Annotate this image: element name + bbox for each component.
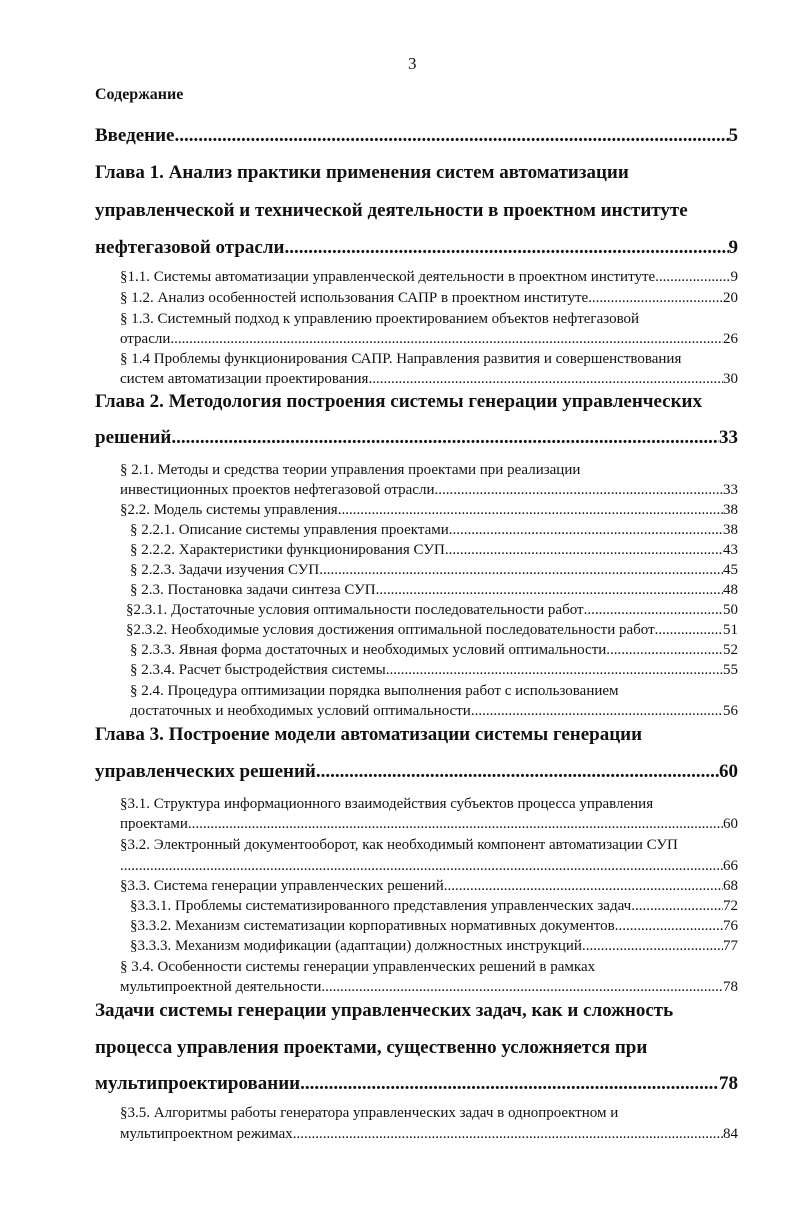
toc-chapter-3-line-2[interactable]: управленческих решений ..... 60 bbox=[95, 761, 738, 783]
toc-chapter-2-line-2[interactable]: решений ..... 33 bbox=[95, 427, 738, 449]
toc-section-2-4-line-1[interactable]: § 2.4. Процедура оптимизации порядка выполнения работ с использованием bbox=[130, 683, 619, 699]
toc-section-3-1-line-1[interactable]: §3.1. Структура информационного взаимодействия субъектов процесса управления bbox=[120, 796, 654, 812]
toc-section-3-3-1[interactable]: §3.3.1. Проблемы систематизированного представления управленческих задач. ..... 72 bbox=[130, 898, 738, 915]
toc-tasks-line-1[interactable]: Задачи системы генерации управленческих задач, как и сложность bbox=[95, 1000, 674, 1021]
toc-title: Содержание bbox=[95, 86, 184, 103]
toc-section-2-4-line-2[interactable]: достаточных и необходимых условий оптимальности ..... 56 bbox=[130, 703, 738, 720]
toc-chapter-2-line-1[interactable]: Глава 2. Методология построения системы генерации управленческих bbox=[95, 391, 702, 412]
toc-section-2-2[interactable]: §2.2. Модель системы управления ..... 38 bbox=[120, 502, 738, 519]
toc-tasks-line-3[interactable]: мультипроектировании ..... 78 bbox=[95, 1073, 738, 1095]
toc-section-3-2-line-1[interactable]: §3.2. Электронный документооборот, как необходимый компонент автоматизации СУП bbox=[120, 837, 678, 853]
toc-section-3-5-line-2[interactable]: мультипроектном режимах ..... 84 bbox=[120, 1126, 738, 1143]
toc-section-2-2-3[interactable]: § 2.2.3. Задачи изучения СУП ..... 45 bbox=[130, 562, 738, 579]
toc-section-1-3-line-1[interactable]: § 1.3. Системный подход к управлению проектированием объектов нефтегазовой bbox=[120, 311, 640, 327]
toc-section-2-3-2[interactable]: §2.3.2. Необходимые условия достижения оптимальной последовательности работ ..... 51 bbox=[126, 622, 738, 639]
toc-section-2-2-2[interactable]: § 2.2.2. Характеристики функционирования СУП ..... 43 bbox=[130, 542, 738, 559]
toc-section-2-2-1[interactable]: § 2.2.1. Описание системы управления проектами ..... 38 bbox=[130, 522, 738, 539]
toc-entry-intro[interactable]: Введение ..... 5 bbox=[95, 125, 738, 147]
page-number: 3 bbox=[408, 54, 417, 73]
toc-section-2-3-1[interactable]: §2.3.1. Достаточные условия оптимальности последовательности работ ..... 50 bbox=[126, 602, 738, 619]
toc-section-2-1-line-2[interactable]: инвестиционных проектов нефтегазовой отрасли. ..... 33 bbox=[120, 482, 738, 499]
toc-section-3-2-line-2[interactable]: ..... 66 bbox=[120, 858, 738, 875]
toc-section-3-4-line-2[interactable]: мультипроектной деятельности. ..... 78 bbox=[120, 979, 738, 996]
toc-chapter-1-line-3[interactable]: нефтегазовой отрасли ..... 9 bbox=[95, 237, 738, 259]
toc-section-2-1-line-1[interactable]: § 2.1. Методы и средства теории управления проектами при реализации bbox=[120, 462, 581, 478]
toc-section-3-5-line-1[interactable]: §3.5. Алгоритмы работы генератора управленческих задач в однопроектном и bbox=[120, 1105, 619, 1121]
toc-tasks-line-2[interactable]: процесса управления проектами, существенно усложняется при bbox=[95, 1037, 648, 1058]
toc-section-3-4-line-1[interactable]: § 3.4. Особенности системы генерации управленческих решений в рамках bbox=[120, 959, 596, 975]
toc-section-1-1[interactable]: §1.1. Системы автоматизации управленческой деятельности в проектном институте ..... 9 bbox=[120, 269, 738, 286]
toc-section-3-3-2[interactable]: §3.3.2. Механизм систематизации корпоративных нормативных документов ..... 76 bbox=[130, 918, 738, 935]
toc-section-1-4-line-2[interactable]: систем автоматизации проектирования ..... 30 bbox=[120, 371, 738, 388]
toc-section-1-4-line-1[interactable]: § 1.4 Проблемы функционирования САПР. Направления развития и совершенствования bbox=[120, 351, 682, 367]
toc-section-2-3[interactable]: § 2.3. Постановка задачи синтеза СУП ..... 48 bbox=[130, 582, 738, 599]
toc-chapter-1-line-2[interactable]: управленческой и технической деятельности в проектном институте bbox=[95, 200, 688, 221]
toc-section-2-3-4[interactable]: § 2.3.4. Расчет быстродействия системы. ..... 55 bbox=[130, 662, 738, 679]
toc-section-1-2[interactable]: § 1.2. Анализ особенностей использования САПР в проектном институте ..... 20 bbox=[120, 290, 738, 307]
toc-section-3-3-3[interactable]: §3.3.3. Механизм модификации (адаптации) должностных инструкций. ..... 77 bbox=[130, 938, 738, 955]
toc-section-1-3-line-2[interactable]: отрасли ..... 26 bbox=[120, 331, 738, 348]
toc-section-3-3[interactable]: §3.3. Система генерации управленческих решений. ..... 68 bbox=[120, 878, 738, 895]
toc-chapter-1-line-1[interactable]: Глава 1. Анализ практики применения систем автоматизации bbox=[95, 162, 629, 183]
toc-chapter-3-line-1[interactable]: Глава 3. Построение модели автоматизации системы генерации bbox=[95, 724, 643, 745]
toc-section-2-3-3[interactable]: § 2.3.3. Явная форма достаточных и необходимых условий оптимальности ..... 52 bbox=[130, 642, 738, 659]
toc-section-3-1-line-2[interactable]: проектами. ..... 60 bbox=[120, 816, 738, 833]
